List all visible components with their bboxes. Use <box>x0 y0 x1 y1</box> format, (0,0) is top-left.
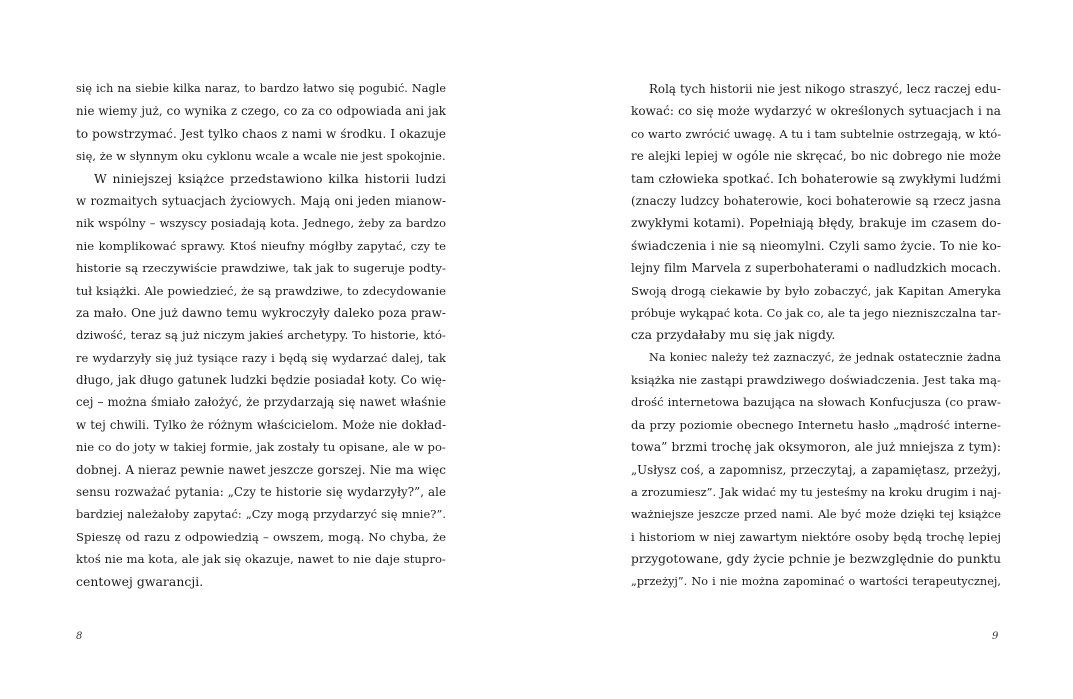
text-line: towa” brzmi trochę jak oksymoron, ale już mniejsza z tym): <box>631 440 1001 455</box>
text-line: nie wiemy już, co wynika z czego, co za co odpowiada ani jak <box>76 104 446 119</box>
text-line: zwykłymi kotami). Popełniają błędy, brakuje im czasem do- <box>631 216 1001 231</box>
text-line: re wydarzyły się już tysiące razy i będą się wydarzać dalej, tak <box>76 350 446 365</box>
left-page-text <box>76 78 446 593</box>
text-line: nie co do joty w takiej formie, jak zostały tu opisane, ale w po- <box>76 440 446 455</box>
text-line: Spieszę od razu z odpowiedzią – owszem, mogą. No chyba, że <box>76 529 446 544</box>
text-line: lejny film Marvela z superbohaterami o nadludzkich mocach. <box>631 261 1001 276</box>
text-line: re alejki lepiej w ogóle nie skręcać, bo nic dobrego nie może <box>631 149 1001 164</box>
text-line: co warto zwrócić uwagę. A tu i tam subtelnie ostrzegają, w któ- <box>631 126 1002 141</box>
text-line: się, że w słynnym oku cyklonu wcale a wcale nie jest spokojnie. <box>76 149 446 164</box>
text-line: Rolą tych historii nie jest nikogo straszyć, lecz raczej edu- <box>649 82 1001 96</box>
text-line: ktoś nie ma kota, ale jak się okazuje, nawet to nie daje stupro- <box>76 552 446 567</box>
text-line: bardziej należałoby zapytać: „Czy mogą przydarzyć się mnie?”. <box>76 507 446 522</box>
text-line: sensu rozważać pytania: „Czy te historie się wydarzyły?”, ale <box>76 485 446 500</box>
text-line: nie komplikować sprawy. Ktoś nieufny mógłby zapytać, czy te <box>76 238 446 253</box>
text-line: nik wspólny – wszyscy posiadają kota. Jednego, żeby za bardzo <box>76 216 446 231</box>
text-line: „przeżyj”. No i nie można zapominać o wartości terapeutycznej, <box>631 574 1001 588</box>
text-line: „Usłysz coś, a zapomnisz, przeczytaj, a zapamiętasz, przeżyj, <box>631 462 1001 477</box>
text-line: ważniejsze jeszcze przed nami. Ale być może dzięki tej książce <box>631 507 1001 522</box>
page-number-left: 8 <box>76 631 83 642</box>
text-line: w rozmaitych sytuacjach życiowych. Mają oni jeden mianow- <box>76 193 446 208</box>
text-line: drość internetowa bazująca na słowach Konfucjusza (co praw- <box>631 395 1001 410</box>
text-line: próbuje wykąpać kota. Co jak co, ale ta jego niezniszczalna tar- <box>631 305 1001 320</box>
text-line: za mało. One już dawno temu wykroczyły daleko poza praw- <box>76 305 446 320</box>
right-page-text <box>631 78 1001 593</box>
text-line: tam człowieka spotkać. Ich bohaterowie są zwykłymi ludźmi <box>631 171 1001 186</box>
text-line: książka nie zastąpi prawdziwego doświadczenia. Jest taka mą- <box>631 373 1001 388</box>
text-line: centowej gwarancji. <box>76 573 204 589</box>
text-line: to powstrzymać. Jest tylko chaos z nami w środku. I okazuje <box>76 126 446 141</box>
text-line: i historiom w niej zawartym niektóre osoby będą trochę lepiej <box>631 529 1001 544</box>
text-line: przygotowane, gdy życie pchnie je bezwzględnie do punktu <box>631 552 1001 567</box>
text-line: w tej chwili. Tylko że różnym właścicielom. Może nie dokład- <box>76 417 446 432</box>
text-line: W niniejszej książce przedstawiono kilka historii ludzi <box>94 170 446 186</box>
text-line: a zrozumiesz”. Jak widać my tu jesteśmy na kroku drugim i naj- <box>631 485 1002 500</box>
text-line: historie są rzeczywiście prawdziwe, tak jak to sugeruje podty- <box>76 261 446 276</box>
text-line: (znaczy ludzcy bohaterowie, koci bohaterowie są rzecz jasna <box>631 193 1001 208</box>
text-line: kować: co się może wydarzyć w określonych sytuacjach i na <box>631 104 1001 119</box>
text-line: cej – można śmiało założyć, że przydarzają się nawet właśnie <box>76 395 446 410</box>
text-line: Na koniec należy też zaznaczyć, że jednak ostatecznie żadna <box>649 350 1001 364</box>
text-line: tuł książki. Ale powiedzieć, że są prawdziwe, to zdecydowanie <box>76 283 446 298</box>
text-line: Swoją drogą ciekawie by było zobaczyć, jak Kapitan Ameryka <box>631 283 1001 298</box>
text-line: da przy poziomie obecnego Internetu hasło „mądrość interne- <box>631 417 1001 432</box>
text-line: dziwość, teraz są już niczym jakieś archetypy. To historie, któ- <box>76 328 446 343</box>
text-line: dobnej. A nieraz pewnie nawet jeszcze gorszej. Nie ma więc <box>76 462 446 477</box>
text-line: cza przydałaby mu się jak nigdy. <box>631 327 836 343</box>
text-line: świadczenia i nie są nieomylni. Czyli samo życie. To nie ko- <box>631 238 1001 253</box>
text-line: długo, jak długo gatunek ludzki będzie posiadał koty. Co wię- <box>76 373 446 388</box>
text-line: się ich na siebie kilka naraz, to bardzo łatwo się pogubić. Nagle <box>76 82 446 95</box>
page-number-right: 9 <box>992 631 999 642</box>
